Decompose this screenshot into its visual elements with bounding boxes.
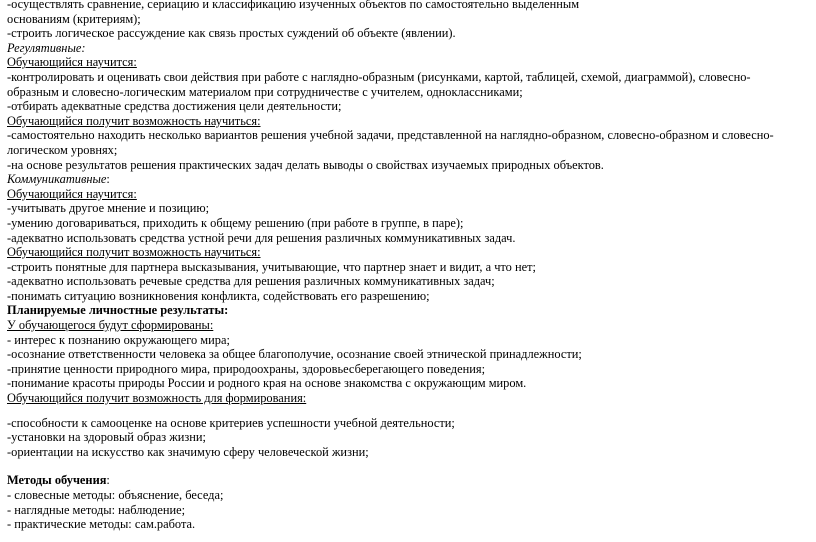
text-line: -установки на здоровый образ жизни; — [7, 430, 206, 445]
communicative-label: Коммуникативные — [7, 172, 107, 187]
text-line: -ориентации на искусство как значимую сферу человеческой жизни; — [7, 444, 369, 459]
text-line: логическом уровнях; — [7, 142, 118, 157]
subheading-opportunity: Обучающийся получит возможность научиться: — [7, 245, 261, 260]
text-line: - интерес к познанию окружающего мира; — [7, 332, 230, 347]
text-line: -учитывать другое мнение и позицию; — [7, 201, 210, 216]
document-body — [7, 0, 807, 532]
text-line: -на основе результатов решения практических задач делать выводы о свойствах изучаемых природных объектов. — [7, 157, 604, 172]
section-heading-teaching-methods — [7, 473, 807, 488]
text-line: -умению договариваться, приходить к общему решению (при работе в группе, в паре); — [7, 215, 464, 230]
subheading-opportunity-formation: Обучающийся получит возможность для формирования: — [7, 391, 307, 406]
text-line: - наглядные методы: наблюдение; — [7, 502, 186, 517]
text-line: - практические методы: сам.работа. — [7, 517, 196, 532]
text-line: -осознание ответственности человека за общее благополучие, осознание своей этнической принадлежности; — [7, 347, 582, 362]
subheading-will-be-formed: У обучающегося будут сформированы: — [7, 318, 214, 333]
section-heading-personal-results: Планируемые личностные результаты: — [7, 303, 229, 318]
subheading-opportunity: Обучающийся получит возможность научиться: — [7, 113, 261, 128]
text-line: -адекватно использовать средства устной речи для решения различных коммуникативных задач. — [7, 230, 516, 245]
text-line: -адекватно использовать речевые средства для решения различных коммуникативных задач; — [7, 274, 495, 289]
text-line: образным и словесно-логическим материалом при сотрудничестве с учителем, одноклассниками; — [7, 84, 523, 99]
subheading-will-learn: Обучающийся научится: — [7, 55, 137, 70]
colon: : — [106, 172, 110, 187]
spacer — [7, 459, 807, 473]
text-line: -понимание красоты природы России и родного края на основе знакомства с окружающим миром. — [7, 376, 527, 391]
text-line: -строить логическое рассуждение как связь простых суждений об объекте (явлении). — [7, 26, 456, 41]
spacer — [7, 406, 807, 416]
text-line: -отбирать адекватные средства достижения цели деятельности; — [7, 99, 342, 114]
text-line: -самостоятельно находить несколько вариантов решения учебной задачи, представленной на наглядно-образном, словесно-образном и словесно- — [7, 128, 774, 143]
text-line: -строить понятные для партнера высказывания, учитывающие, что партнер знает и видит, а что нет; — [7, 259, 536, 274]
section-heading-regulatory: Регулятивные: — [7, 40, 86, 55]
text-line: -понимать ситуацию возникновения конфликта, содействовать его разрешению; — [7, 288, 430, 303]
text-line: -контролировать и оценивать свои действия при работе с наглядно-образным (рисунками, картой, таблицей, схемой, диаграммой), словесно- — [7, 69, 751, 84]
text-line: - словесные методы: объяснение, беседа; — [7, 488, 224, 502]
teaching-methods-label: Методы обучения — [7, 473, 107, 488]
section-heading-communicative — [7, 172, 807, 187]
subheading-will-learn: Обучающийся научится: — [7, 186, 137, 201]
text-line: основаниям (критериям); — [7, 11, 141, 26]
text-line: -принятие ценности природного мира, природоохраны, здоровьесберегающего поведения; — [7, 361, 486, 376]
colon: : — [106, 473, 110, 488]
text-line: -осуществлять сравнение, сериацию и классификацию изученных объектов по самостоятельно выделенным — [7, 0, 580, 11]
text-line: -способности к самооценке на основе критериев успешности учебной деятельности; — [7, 415, 455, 430]
